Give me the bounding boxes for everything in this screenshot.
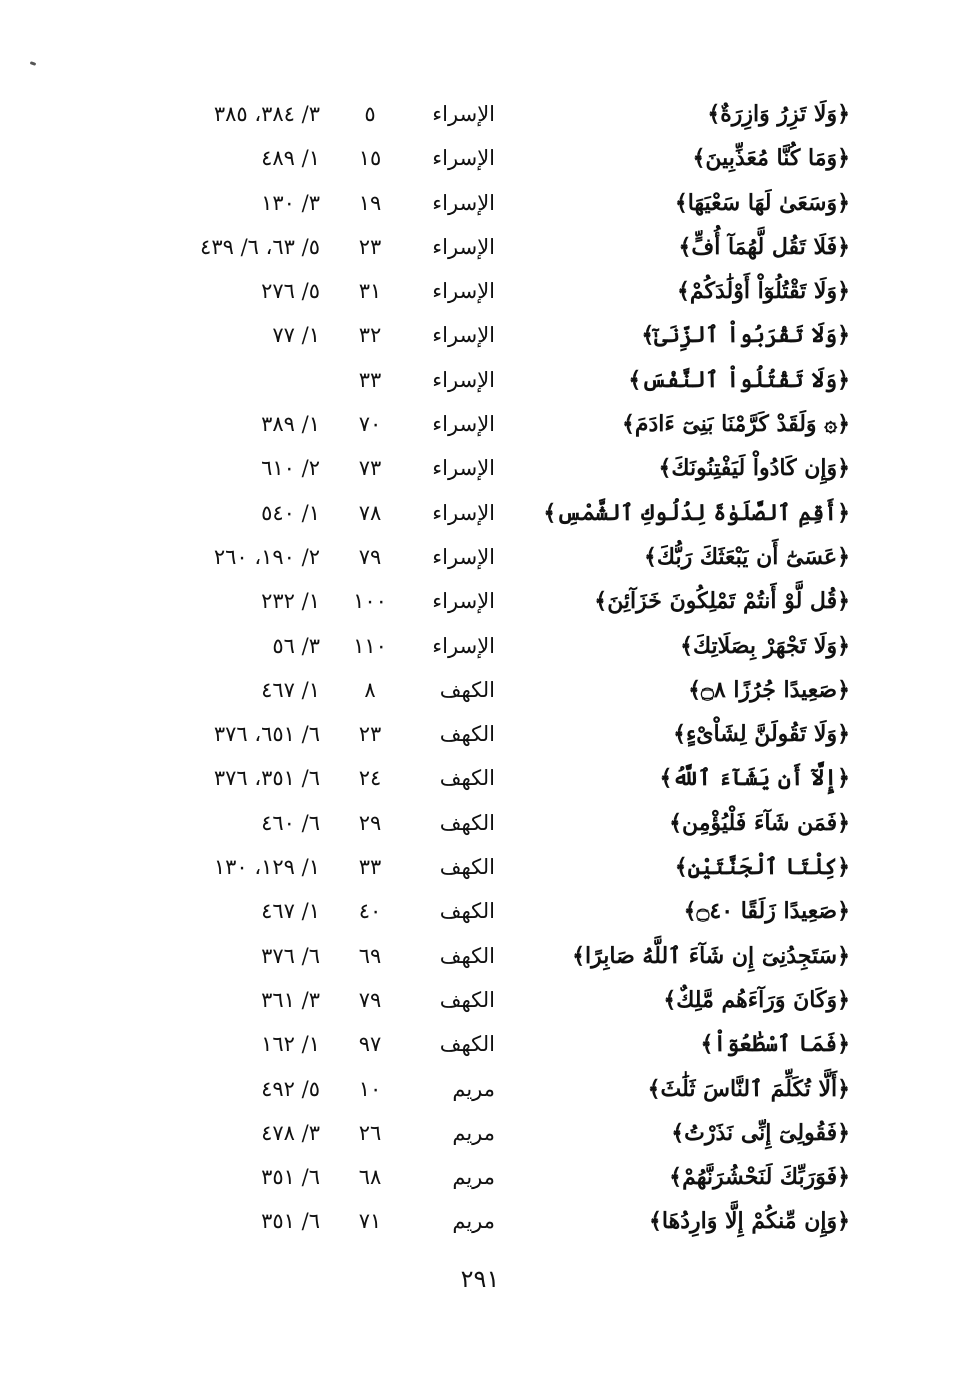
- surah-name: الإسراء: [432, 456, 495, 481]
- volume-page-reference: ٣/ ٣٨٤، ٣٨٥: [213, 102, 320, 126]
- table-row: [150, 446, 850, 490]
- surah-name: مريم: [452, 1209, 495, 1234]
- volume-page-reference: ١/ ١٦٢: [261, 1032, 320, 1057]
- surah-name: الكهف: [439, 899, 495, 924]
- volume-page-reference: ٣/ ٥٦: [272, 633, 320, 658]
- volume-page-reference: ٣/ ٤٧٨: [261, 1120, 320, 1145]
- surah-name: مريم: [452, 1120, 495, 1145]
- table-row: [150, 535, 850, 579]
- verse-text: ﴿سَتَجِدُنِىٓ إِن شَآءَ ٱللَّهُ صَابِرًا﴾: [572, 942, 850, 969]
- ayah-number: ٨: [364, 677, 376, 702]
- volume-page-reference: ٢/ ١٩٠، ٢٦٠: [213, 544, 320, 569]
- verse-text: ﴿وَلَا تَقْتُلُوٓاْ أَوْلَٰدَكُمْ﴾: [676, 278, 850, 305]
- verse-text: ﴿وَسَعَىٰ لَهَا سَعْيَهَا﴾: [674, 189, 850, 216]
- table-row: [150, 491, 850, 535]
- ayah-number: ٣١: [358, 279, 382, 304]
- verse-text: ﴿صَعِيدًا جُرُزًا ۝٨﴾: [688, 676, 850, 703]
- verse-text: ﴿وَلَا تَجْهَرْ بِصَلَاتِكَ﴾: [680, 632, 850, 659]
- surah-name: الإسراء: [432, 190, 495, 215]
- table-row: [150, 269, 850, 313]
- ayah-number: ١٠٠: [353, 589, 387, 614]
- verse-text: ﴿فَقُولِىٓ إِنِّى نَذَرْتُ﴾: [671, 1119, 850, 1146]
- ayah-number: ١٩: [358, 190, 382, 215]
- volume-page-reference: ١/ ٧٧: [272, 323, 320, 348]
- volume-page-reference: ٣/ ٣٦١: [261, 987, 320, 1012]
- volume-page-reference: ٥/ ٢٧٦: [261, 279, 320, 304]
- surah-name: مريم: [452, 1076, 495, 1101]
- table-row: [150, 1155, 850, 1199]
- volume-page-reference: ٦/ ٣٥١: [261, 1209, 320, 1234]
- volume-page-reference: ١/ ٣٨٩: [261, 412, 320, 437]
- table-row: [150, 934, 850, 978]
- ayah-number: ٣٣: [358, 855, 382, 880]
- surah-name: مريم: [452, 1165, 495, 1190]
- ayah-number: ٢٦: [358, 1120, 382, 1145]
- volume-page-reference: ١/ ٤٨٩: [261, 146, 320, 171]
- surah-name: الكهف: [439, 810, 495, 835]
- verse-text: ﴿صَعِيدًا زَلَقًا ۝٤٠﴾: [683, 898, 850, 925]
- ayah-number: ٧١: [358, 1209, 382, 1234]
- verse-text: ﴿وَكَانَ وَرَآءَهُم مَّلِكٌ﴾: [663, 986, 850, 1013]
- verse-text: ﴿قُل لَّوْ أَنتُمْ تَمْلِكُونَ خَزَآئِنَ﴾: [594, 588, 850, 615]
- surah-name: الكهف: [439, 943, 495, 968]
- table-row: [150, 1022, 850, 1066]
- ayah-number: ٢٤: [358, 766, 382, 791]
- surah-name: الكهف: [439, 1032, 495, 1057]
- verse-text: ﴿أَقِمِ ٱلصَّلَوٰةَ لِدُلُوكِ ٱلشَّمْسِ﴾: [543, 499, 850, 526]
- volume-page-reference: ٦/ ٣٥١، ٣٧٦: [213, 766, 320, 791]
- page-number: ٢٩١: [460, 1265, 500, 1293]
- surah-name: الإسراء: [432, 279, 495, 304]
- table-row: [150, 1199, 850, 1243]
- table-row: [150, 579, 850, 623]
- table-row: [150, 313, 850, 357]
- surah-name: الكهف: [439, 722, 495, 747]
- volume-page-reference: [100, 358, 320, 402]
- verse-text: ﴿وَلَا تَقْرَبُواْ ٱلزِّنَىٰٓ﴾: [641, 322, 850, 349]
- surah-name: الإسراء: [432, 367, 495, 392]
- table-row: [150, 225, 850, 269]
- surah-name: الإسراء: [432, 633, 495, 658]
- ayah-number: ٥: [364, 102, 376, 126]
- ayah-number: ٢٩: [358, 810, 382, 835]
- surah-name: الإسراء: [432, 146, 495, 171]
- ayah-number: ٧٨: [358, 500, 382, 525]
- volume-page-reference: ٦/ ٦٥١، ٣٧٦: [213, 722, 320, 747]
- verse-text: ﴿فَمَن شَآءَ فَلْيُؤْمِن﴾: [669, 809, 850, 836]
- ayah-number: ٧٩: [358, 544, 382, 569]
- volume-page-reference: ٥/ ٤٩٢: [261, 1076, 320, 1101]
- ayah-number: ٦٨: [358, 1165, 382, 1190]
- verse-text: ﴿وَإِن كَادُواْ لَيَفْتِنُونَكَ﴾: [658, 455, 850, 482]
- table-row: [150, 402, 850, 446]
- surah-name: الإسراء: [432, 544, 495, 569]
- verse-text: ﴿إِلَّآ أَن يَشَآءَ ٱللَّهُ﴾: [659, 765, 850, 792]
- ayah-number: ٤٠: [358, 899, 382, 924]
- ayah-number: ٣٣: [358, 367, 382, 392]
- verse-text: ﴿فَمَا ٱسْطَٰعُوٓاْ﴾: [700, 1031, 850, 1058]
- surah-name: الكهف: [439, 987, 495, 1012]
- surah-name: الإسراء: [432, 234, 495, 259]
- table-row: [150, 1067, 850, 1111]
- ayah-number: ٧٩: [358, 987, 382, 1012]
- table-row: [150, 712, 850, 756]
- ayah-number: ٧٣: [358, 456, 382, 481]
- ayah-number: ٣٢: [358, 323, 382, 348]
- volume-page-reference: ١/ ٤٦٧: [261, 677, 320, 702]
- table-row: [150, 136, 850, 180]
- surah-name: الإسراء: [432, 500, 495, 525]
- volume-page-reference: ١/ ٢٣٢: [261, 589, 320, 614]
- surah-name: الإسراء: [432, 102, 495, 126]
- volume-page-reference: ٦/ ٣٧٦: [261, 943, 320, 968]
- ayah-number: ١٠: [358, 1076, 382, 1101]
- table-row: [150, 889, 850, 933]
- surah-name: الكهف: [439, 677, 495, 702]
- table-row: [150, 801, 850, 845]
- volume-page-reference: ١/ ١٢٩، ١٣٠: [213, 855, 320, 880]
- scan-speck: [30, 61, 37, 66]
- verse-text: ﴿فَوَرَبِّكَ لَنَحْشُرَنَّهُمْ﴾: [669, 1164, 850, 1191]
- table-row: [150, 668, 850, 712]
- ayah-number: ٩٧: [358, 1032, 382, 1057]
- volume-page-reference: ١/ ٤٦٧: [261, 899, 320, 924]
- table-row: [150, 756, 850, 800]
- verse-text: ﴿فَلَا تَقُل لَّهُمَآ أُفٍّ﴾: [678, 233, 850, 260]
- volume-page-reference: ٦/ ٣٥١: [261, 1165, 320, 1190]
- verse-text: ﴿وَلَا تَقْتُلُواْ ٱلنَّفْسَ﴾: [628, 366, 850, 393]
- ayah-number: ٦٩: [358, 943, 382, 968]
- ayah-number: ٢٣: [358, 234, 382, 259]
- table-row: [150, 624, 850, 668]
- volume-page-reference: ٥/ ٦٣، ٦/ ٤٣٩: [200, 234, 320, 259]
- table-row: [150, 1111, 850, 1155]
- surah-name: الكهف: [439, 766, 495, 791]
- ayah-number: ٢٣: [358, 722, 382, 747]
- ayah-number: ٧٠: [358, 412, 382, 437]
- volume-page-reference: ٣/ ١٣٠: [261, 190, 320, 215]
- table-row: [150, 92, 850, 136]
- verse-text: ﴿وَلَا تَقُولَنَّ لِشَاْىْءٍ﴾: [673, 721, 850, 748]
- verse-text: ﴿وَمَا كُنَّا مُعَذِّبِينَ﴾: [692, 145, 850, 172]
- volume-page-reference: ٢/ ٦١٠: [261, 456, 320, 481]
- surah-name: الكهف: [439, 855, 495, 880]
- volume-page-reference: ٦/ ٤٦٠: [261, 810, 320, 835]
- ayah-number: ١١٠: [353, 633, 387, 658]
- table-row: [150, 181, 850, 225]
- verse-text: ﴿وَإِن مِّنكُمْ إِلَّا وَارِدُهَا﴾: [649, 1208, 850, 1235]
- table-row: [150, 978, 850, 1022]
- verse-index-table: [150, 92, 850, 1244]
- verse-text: ﴿وَلَا تَزِرُ وَازِرَةٌ﴾: [707, 101, 850, 127]
- volume-page-reference: ١/ ٥٤٠: [261, 500, 320, 525]
- surah-name: الإسراء: [432, 323, 495, 348]
- table-row: [150, 358, 850, 402]
- verse-text: ﴿كِلْتَا ٱلْجَنَّتَيْنِ﴾: [674, 854, 850, 881]
- table-row: [150, 845, 850, 889]
- ayah-number: ١٥: [358, 146, 382, 171]
- verse-text: ﴿أَلَّا تُكَلِّمَ ٱلنَّاسَ ثَلَٰثَ﴾: [647, 1075, 850, 1102]
- surah-name: الإسراء: [432, 412, 495, 437]
- verse-text: ﴿عَسَىٰٓ أَن يَبْعَثَكَ رَبُّكَ﴾: [644, 543, 850, 570]
- verse-text: ﴿۞ وَلَقَدْ كَرَّمْنَا بَنِىٓ ءَادَمَ﴾: [621, 411, 850, 438]
- surah-name: الإسراء: [432, 589, 495, 614]
